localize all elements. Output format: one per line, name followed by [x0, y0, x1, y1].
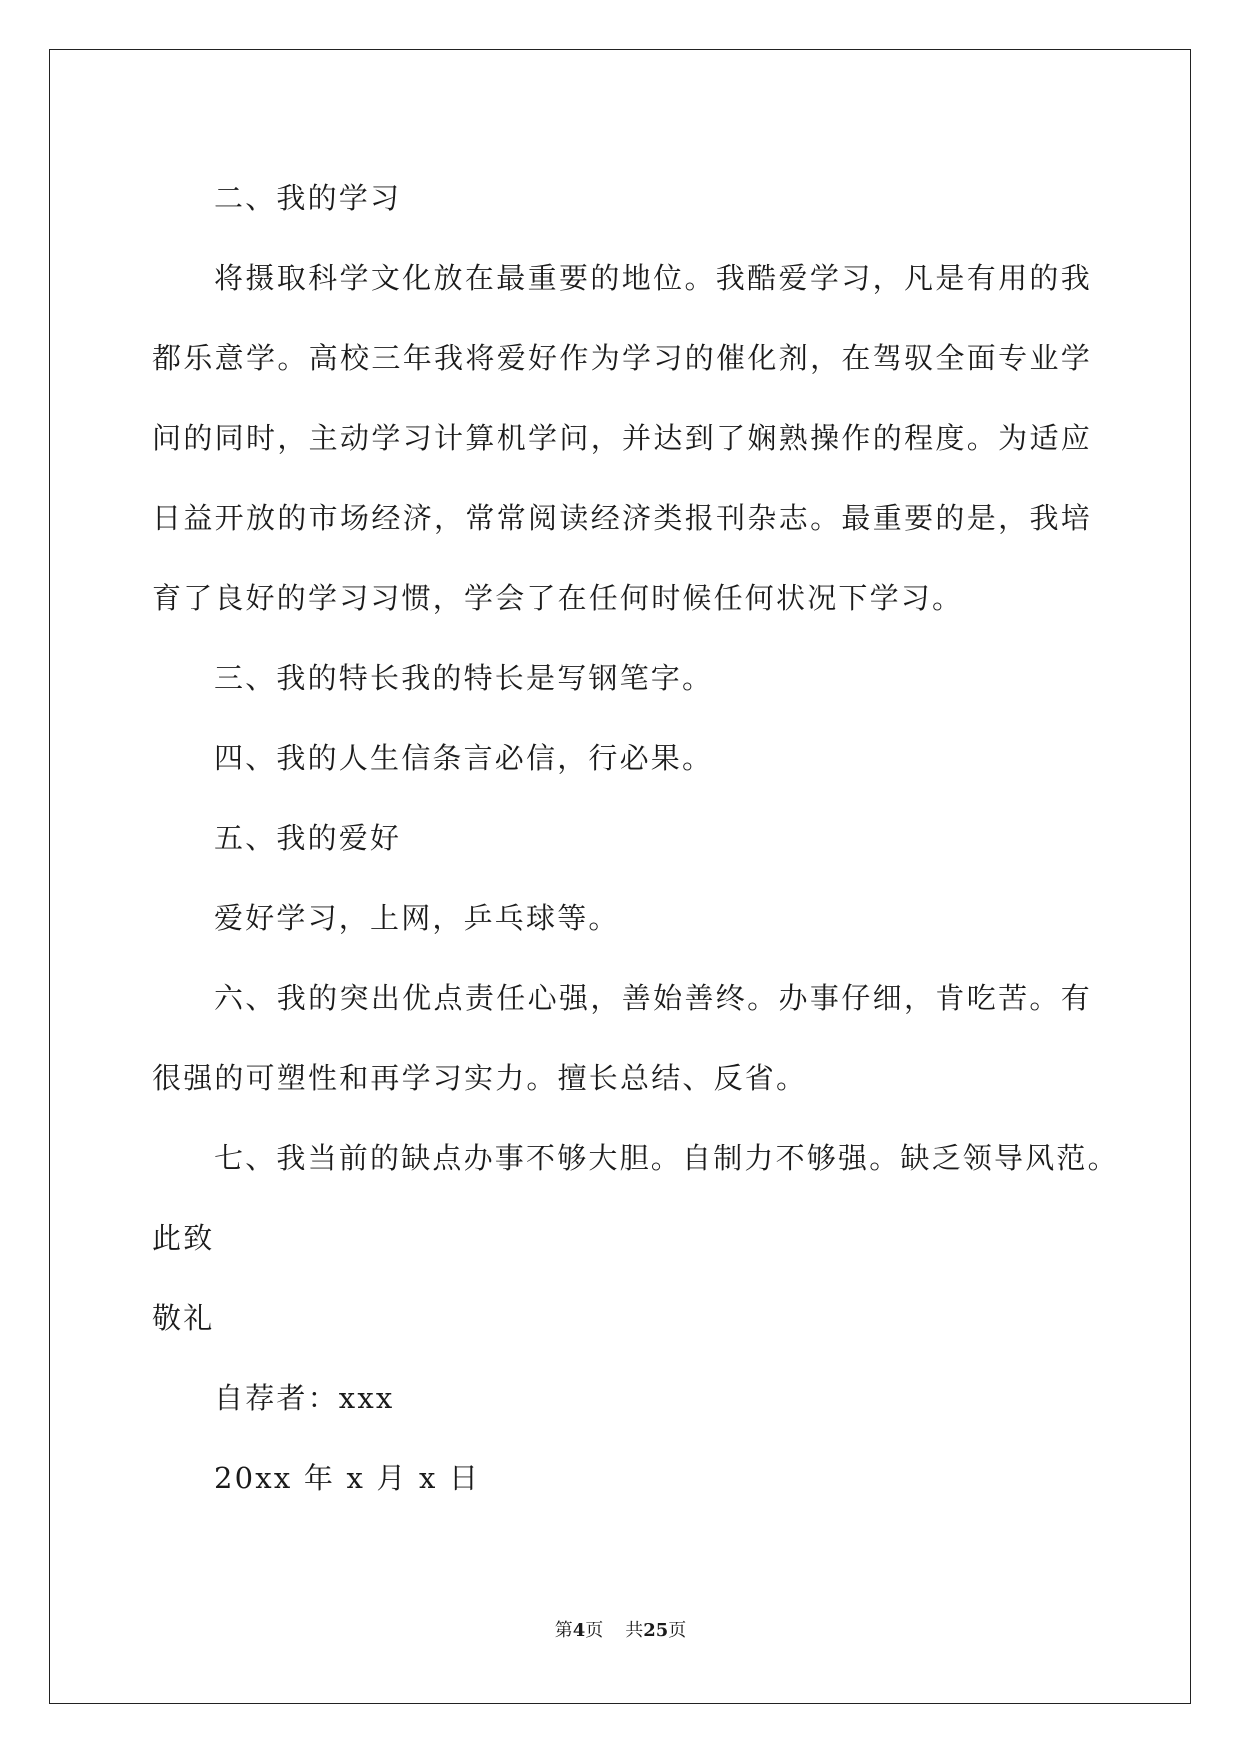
section-2-paragraph: 将摄取科学文化放在最重要的地位。我酷爱学习，凡是有用的我都乐意学。高校三年我将爱好作为学习的催化剂，在驾驭全面专业学问的同时，主动学习计算机学问，并达到了娴熟操作的程度。为适应日益开放的市场经济，常常阅读经济类报刊杂志。最重要的是，我培育了良好的学习习惯，学会了在任何时候任何状况下学习。	[152, 261, 1092, 615]
section-7-line: 七、我当前的缺点办事不够大胆。自制力不够强。缺乏领导风范。	[214, 1141, 1119, 1175]
footer-total-pages: 25	[643, 1620, 669, 1641]
section-3-line: 三、我的特长我的特长是写钢笔字。	[214, 661, 714, 695]
footer-total-suffix: 页	[668, 1620, 687, 1641]
section-2-heading: 二、我的学习	[214, 181, 402, 215]
section-6-paragraph: 六、我的突出优点责任心强，善始善终。办事仔细，肯吃苦。有很强的可塑性和再学习实力。擅长总结、反省。	[152, 981, 1092, 1095]
date-line: 20xx 年 x 月 x 日	[214, 1461, 481, 1495]
footer-page-number: 4	[572, 1620, 586, 1641]
section-5-heading: 五、我的爱好	[214, 821, 402, 855]
footer-total-prefix: 共	[625, 1620, 644, 1641]
section-5-body: 爱好学习，上网，乒乓球等。	[214, 901, 620, 935]
section-4-line: 四、我的人生信条言必信，行必果。	[214, 741, 714, 775]
document-body	[152, 158, 1119, 1518]
page-footer	[0, 1616, 1241, 1642]
footer-prefix: 第	[554, 1620, 573, 1641]
signer-line: 自荐者：xxx	[214, 1381, 395, 1415]
closing-line-1: 此致	[152, 1221, 215, 1255]
footer-page-suffix: 页	[585, 1620, 604, 1641]
closing-line-2: 敬礼	[152, 1301, 215, 1335]
